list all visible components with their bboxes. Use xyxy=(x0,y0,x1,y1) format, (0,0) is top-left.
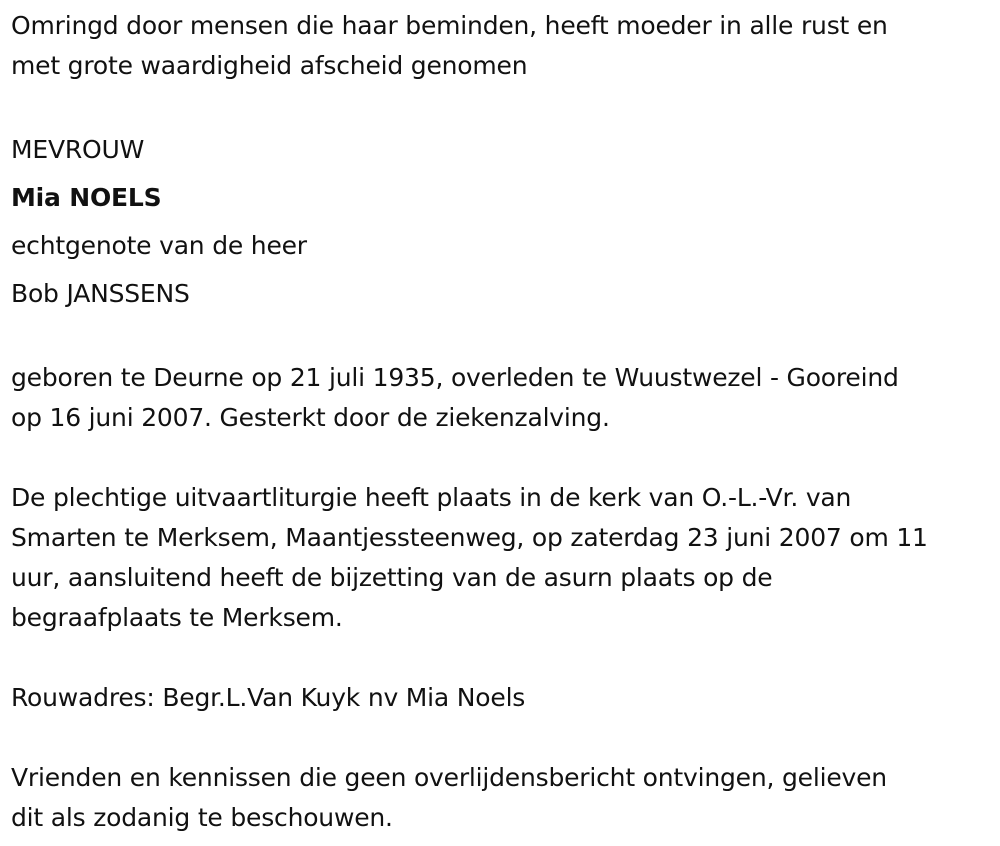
spouse-name: Bob JANSSENS xyxy=(11,279,190,308)
spacer xyxy=(11,318,991,358)
dates-paragraph xyxy=(11,358,991,438)
intro-line: met grote waardigheid afscheid genomen xyxy=(11,51,528,80)
address-paragraph xyxy=(11,678,991,718)
ceremony-line: uur, aansluitend heeft de bijzetting van de asurn plaats op de xyxy=(11,563,773,592)
dates-line: geboren te Deurne op 21 juli 1935, overleden te Wuustwezel - Gooreind xyxy=(11,363,899,392)
obituary-notice xyxy=(11,6,991,838)
intro-line: Omringd door mensen die haar beminden, heeft moeder in alle rust en xyxy=(11,11,888,40)
honorific-title: MEVROUW xyxy=(11,135,145,164)
mourning-address: Rouwadres: Begr.L.Van Kuyk nv Mia Noels xyxy=(11,683,526,712)
spacer xyxy=(11,438,991,478)
intro-paragraph xyxy=(11,6,991,86)
spacer xyxy=(11,718,991,758)
ceremony-line: Smarten te Merksem, Maantjessteenweg, op zaterdag 23 juni 2007 om 11 xyxy=(11,523,928,552)
spacer xyxy=(11,86,991,126)
ceremony-paragraph xyxy=(11,478,991,638)
deceased-name: Mia NOELS xyxy=(11,183,162,212)
closing-line: dit als zodanig te beschouwen. xyxy=(11,803,393,832)
deceased-block xyxy=(11,126,991,318)
dates-line: op 16 juni 2007. Gesterkt door de ziekenzalving. xyxy=(11,403,610,432)
closing-line: Vrienden en kennissen die geen overlijdensbericht ontvingen, gelieven xyxy=(11,763,887,792)
relation-text: echtgenote van de heer xyxy=(11,231,307,260)
spacer xyxy=(11,638,991,678)
ceremony-line: begraafplaats te Merksem. xyxy=(11,603,343,632)
closing-paragraph xyxy=(11,758,991,838)
ceremony-line: De plechtige uitvaartliturgie heeft plaats in de kerk van O.-L.-Vr. van xyxy=(11,483,852,512)
